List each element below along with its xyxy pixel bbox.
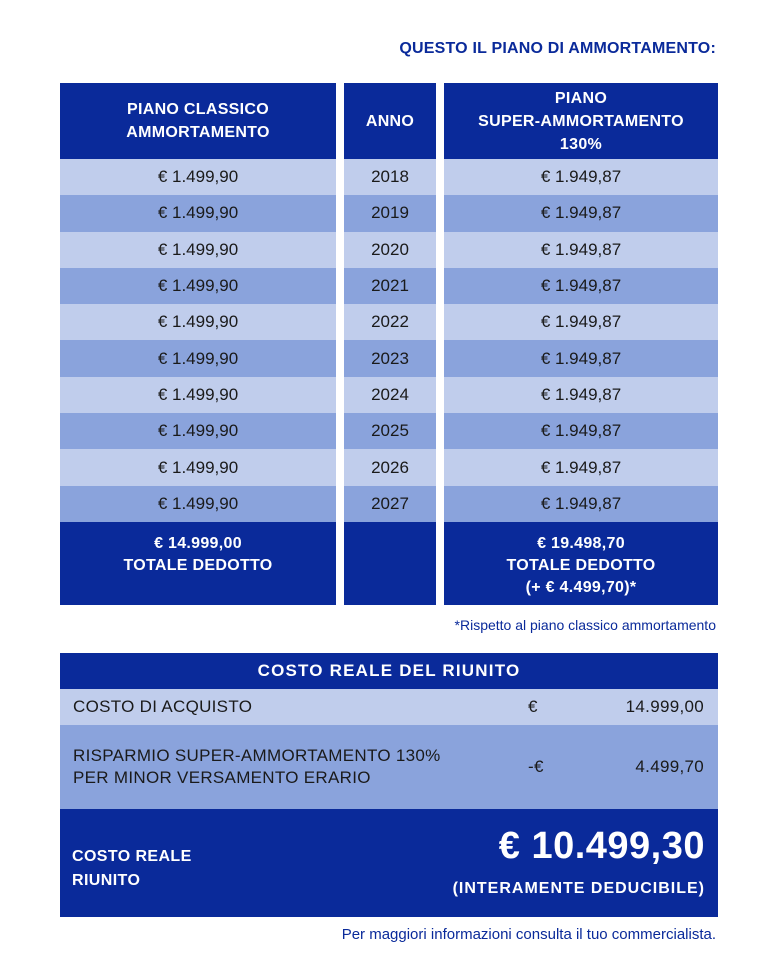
page-heading: QUESTO IL PIANO DI AMMORTAMENTO: <box>399 40 716 57</box>
super-cell: € 1.949,87 <box>444 413 718 449</box>
super-plan-column <box>444 83 718 605</box>
final-cost-amount: € 10.499,30 <box>498 825 705 867</box>
year-cell: 2018 <box>344 159 436 195</box>
purchase-cost-currency: € <box>528 697 538 716</box>
savings-row <box>60 725 718 809</box>
purchase-cost-amount: 14.999,00 <box>625 697 704 716</box>
year-cells <box>344 159 436 522</box>
super-cell: € 1.949,87 <box>444 340 718 376</box>
super-cell: € 1.949,87 <box>444 304 718 340</box>
year-cell: 2026 <box>344 449 436 485</box>
super-cell: € 1.949,87 <box>444 159 718 195</box>
super-cell: € 1.949,87 <box>444 449 718 485</box>
year-cell: 2027 <box>344 486 436 522</box>
savings-currency: -€ <box>528 757 544 776</box>
classic-cell: € 1.499,90 <box>60 413 336 449</box>
savings-label: RISPARMIO SUPER-AMMORTAMENTO 130% PER MINOR VERSAMENTO ERARIO <box>73 746 441 787</box>
real-cost-box <box>60 653 718 917</box>
classic-cell: € 1.499,90 <box>60 486 336 522</box>
purchase-cost-label: COSTO DI ACQUISTO <box>73 697 253 716</box>
year-header: ANNO <box>344 83 436 159</box>
classic-cell: € 1.499,90 <box>60 449 336 485</box>
year-cell: 2025 <box>344 413 436 449</box>
final-cost-label: COSTO REALE RIUNITO <box>72 848 192 889</box>
purchase-cost-row <box>60 689 718 725</box>
bottom-note: Per maggiori informazioni consulta il tuo commercialista. <box>341 926 716 943</box>
real-cost-title: COSTO REALE DEL RIUNITO <box>60 653 718 689</box>
classic-plan-total: € 14.999,00 TOTALE DEDOTTO <box>60 522 336 605</box>
super-cell: € 1.949,87 <box>444 268 718 304</box>
year-cell: 2023 <box>344 340 436 376</box>
savings-amount: 4.499,70 <box>635 757 704 776</box>
final-cost-row <box>60 809 718 917</box>
super-cell: € 1.949,87 <box>444 195 718 231</box>
classic-cell: € 1.499,90 <box>60 340 336 376</box>
classic-cell: € 1.499,90 <box>60 304 336 340</box>
year-cell: 2020 <box>344 232 436 268</box>
classic-cell: € 1.499,90 <box>60 232 336 268</box>
year-column <box>344 83 436 605</box>
year-cell: 2019 <box>344 195 436 231</box>
year-cell: 2024 <box>344 377 436 413</box>
classic-plan-header: PIANO CLASSICO AMMORTAMENTO <box>60 83 336 159</box>
year-total <box>344 522 436 605</box>
year-cell: 2022 <box>344 304 436 340</box>
classic-cell: € 1.499,90 <box>60 159 336 195</box>
footnote: *Rispetto al piano classico ammortamento <box>454 617 716 633</box>
super-plan-total: € 19.498,70 TOTALE DEDOTTO (+ € 4.499,70)* <box>444 522 718 605</box>
final-cost-note: (INTERAMENTE DEDUCIBILE) <box>452 880 705 897</box>
super-cell: € 1.949,87 <box>444 377 718 413</box>
super-cell: € 1.949,87 <box>444 232 718 268</box>
classic-cell: € 1.499,90 <box>60 377 336 413</box>
super-plan-header: PIANO SUPER-AMMORTAMENTO 130% <box>444 83 718 159</box>
classic-cell: € 1.499,90 <box>60 268 336 304</box>
year-cell: 2021 <box>344 268 436 304</box>
classic-cell: € 1.499,90 <box>60 195 336 231</box>
super-plan-cells <box>444 159 718 522</box>
classic-plan-cells <box>60 159 336 522</box>
super-cell: € 1.949,87 <box>444 486 718 522</box>
classic-plan-column <box>60 83 336 605</box>
